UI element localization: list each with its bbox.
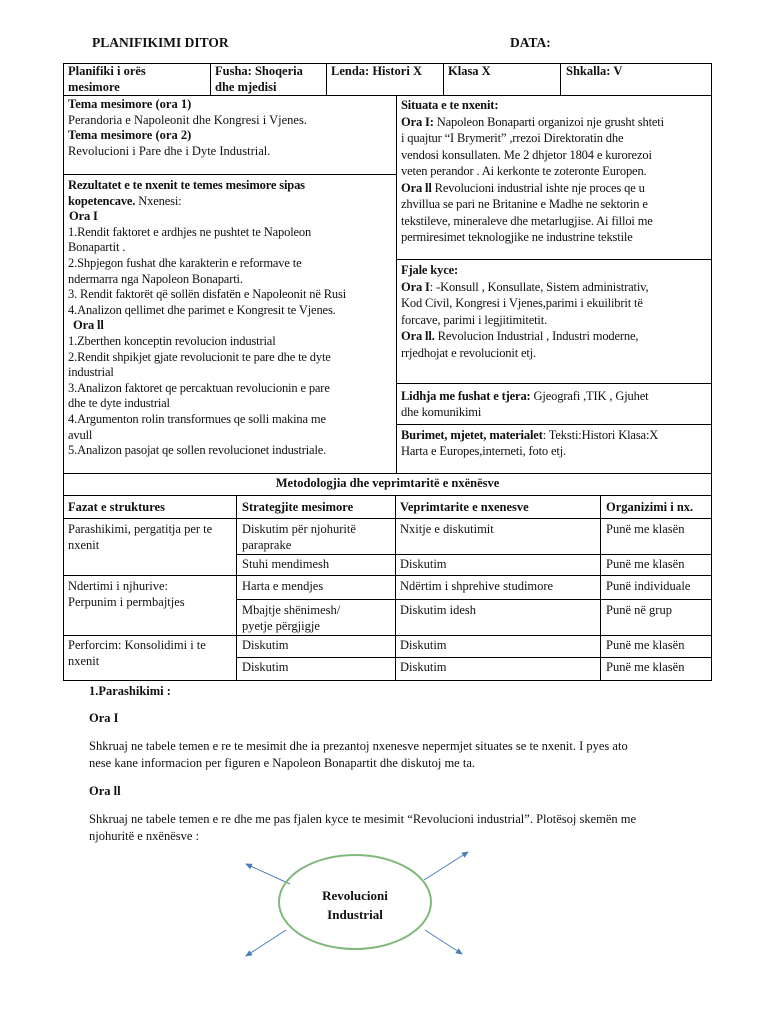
results-cell: Rezultatet e te nxenit te temes mesimore sipas kopetencave. Nxenesi: Ora I 1.Rendit faktoret e ardhjes ne pushtet te Napoleon Bonapartit . 2.Shpjegon fushat dhe karakterin e reformave te ndermarra nga Napoleon Bonaparti. 3. Rendit faktorët që sollën disfatën e Napoleonit në Rusi 4.Analizon qellimet dhe parimet e Kongresit te Vjenes. Ora ll 1.Zberthen konceptin revolucion industrial 2.Rendit shpikjet gjate revolucionit te pare dhe te dyte industrial 3.Analizon faktoret qe percaktuan revolucionin e pare dhe te dyte industrial 4.Argumenton rolin transformues qe solli makina me avull 5.Analizon pasojat qe sollen revolucionet industriale. (68, 178, 394, 459)
info-school: Shkalla: V (566, 64, 623, 78)
section-heading: 1.Parashikimi : (89, 684, 171, 698)
col-header-organization: Organizimi i nx. (606, 500, 694, 514)
results-ora1-list: 1.Rendit faktoret e ardhjes ne pushtet te Napoleon Bonapartit . 2.Shpjegon fushat dhe karakterin e reformave te ndermarra nga Napoleon Bonaparti. 3. Rendit faktorët që sollën disfatën e Napoleonit në Rusi 4.Analizon qellimet dhe parimet e Kongresit te Vjenes. (68, 224, 347, 317)
info-field: Fusha: Shoqeria dhe mjedisi (215, 64, 303, 94)
table-cell-strategy: Diskutim (242, 638, 289, 652)
table-cell-activity: Diskutim (400, 660, 447, 674)
section-para2-line2: njohuritë e nxënësve : (89, 829, 200, 843)
links-cell: Lidhja me fushat e tjera: Gjeografi ,TIK , Gjuhet dhe komunikimi (401, 389, 649, 419)
results-ora1-label: Ora I (69, 209, 98, 224)
date-label: DATA: (510, 35, 551, 50)
results-ora2-list: 1.Zberthen konceptin revolucion industrial 2.Rendit shpikjet gjate revolucionit te pare dhe te dyte industrial 3.Analizon faktoret qe percaktuan revolucionin e pare dhe te dyte industrial 4.Argumenton rolin transformues qe solli makina me avull 5.Analizon pasojat qe sollen revolucionet industriale. (68, 333, 331, 458)
table-cell-strategy: Mbajtje shënimesh/ pyetje përgjigje (242, 603, 341, 633)
page-title: PLANIFIKIMI DITOR (92, 35, 229, 50)
info-plan: Planifiki i orës mesimore (68, 64, 146, 94)
table-cell-org: Punë në grup (606, 603, 672, 617)
table-cell-strategy: Harta e mendjes (242, 579, 324, 593)
table-cell-org: Punë me klasën (606, 660, 685, 674)
info-class: Klasa X (448, 64, 491, 78)
col-header-strategy: Strategjite mesimore (242, 500, 354, 514)
arrow-bottom-right (425, 930, 462, 954)
col-header-activity: Veprimtarite e nxenesve (400, 500, 529, 514)
section-ora2-label: Ora ll (89, 784, 121, 798)
table-row-phase: Parashikimi, pergatitja per te nxenit (68, 522, 213, 552)
table-cell-org: Punë individuale (606, 579, 691, 593)
topic-1-heading: Tema mesimore (ora 1) (68, 97, 192, 111)
table-cell-org: Punë me klasën (606, 638, 685, 652)
section-para2-line1: Shkruaj ne tabele temen e re dhe me pas fjalen kyce te mesimit “Revolucioni industrial”. Plotësoj skemën me (89, 812, 637, 826)
keywords-title: Fjale kyce: (401, 263, 459, 277)
arrow-bottom-left (246, 930, 286, 956)
arrow-top-left (246, 864, 290, 884)
table-cell-org: Punë me klasën (606, 557, 685, 571)
table-cell-activity: Diskutim (400, 557, 447, 571)
table-row-phase: Ndertimi i njhurive: Perpunim i permbajtjes (68, 579, 185, 609)
table-cell-activity: Diskutim idesh (400, 603, 477, 617)
topic-2-text: Revolucioni i Pare dhe i Dyte Industrial. (68, 143, 271, 158)
mind-map-center-label: Revolucioni Industrial (322, 888, 388, 922)
results-ora2-label: Ora ll (73, 318, 104, 333)
table-cell-activity: Ndërtim i shprehive studimore (400, 579, 554, 593)
resources-cell: Burimet, mjetet, materialet: Teksti:Histori Klasa:X Harta e Europes,interneti, foto etj. (401, 428, 659, 458)
table-cell-activity: Diskutim (400, 638, 447, 652)
table-cell-org: Punë me klasën (606, 522, 685, 536)
section-para1-line1: Shkruaj ne tabele temen e re te mesimit dhe ia prezantoj nxenesve nepermjet situates se te nxenit. I pyes ato (89, 739, 628, 753)
situation-cell: Situata e te nxenit: Ora I: Napoleon Bonaparti organizoi nje grusht shteti i quajtur “I Brymerit” ,rrezoi Direktoratin dhe vendosi konsullaten. Me 2 dhjetor 1804 e kurorezoi veten perandor . Ai kerkonte te zoteronte Europen. Ora ll Revolucioni industrial ishte nje proces qe u zhvillua se pari ne Britanine e Madhe ne sektorin e tekstileve, mineraleve dhe metarlugjise. Ai filloi me permiresimet teknologjike ne industrine tekstile (401, 97, 711, 246)
table-cell-strategy: Diskutim (242, 660, 289, 674)
table-row-phase: Perforcim: Konsolidimi i te nxenit (68, 638, 206, 668)
section-para1-line2: nese kane informacion per figuren e Napoleon Bonapartit dhe diskutoj me ta. (89, 756, 475, 770)
section-ora1-label: Ora I (89, 711, 119, 725)
table-cell-activity: Nxitje e diskutimit (400, 522, 494, 536)
table-cell-strategy: Stuhi mendimesh (242, 557, 330, 571)
arrow-top-right (424, 852, 468, 880)
info-subject: Lenda: Histori X (331, 64, 422, 78)
topic-1-text: Perandoria e Napoleonit dhe Kongresi i Vjenes. (68, 112, 307, 127)
table-cell-strategy: Diskutim për njohuritë paraprake (242, 522, 356, 552)
methodology-title: Metodologjia dhe veprimtaritë e nxënësve (275, 476, 500, 490)
topic-2-heading: Tema mesimore (ora 2) (68, 128, 192, 143)
situation-title: Situata e te nxenit: (401, 98, 499, 112)
col-header-phase: Fazat e struktures (68, 500, 165, 514)
keywords-cell: Fjale kyce: Ora I: -Konsull , Konsullate, Sistem administrativ, Kod Civil, Kongresi i Vjenes,parimi i ekuilibrit të forcave, parimi i legjitimitetit. Ora ll. Revolucion Industrial , Industri moderne, rrjedhojat e revolucionit etj. (401, 262, 711, 361)
